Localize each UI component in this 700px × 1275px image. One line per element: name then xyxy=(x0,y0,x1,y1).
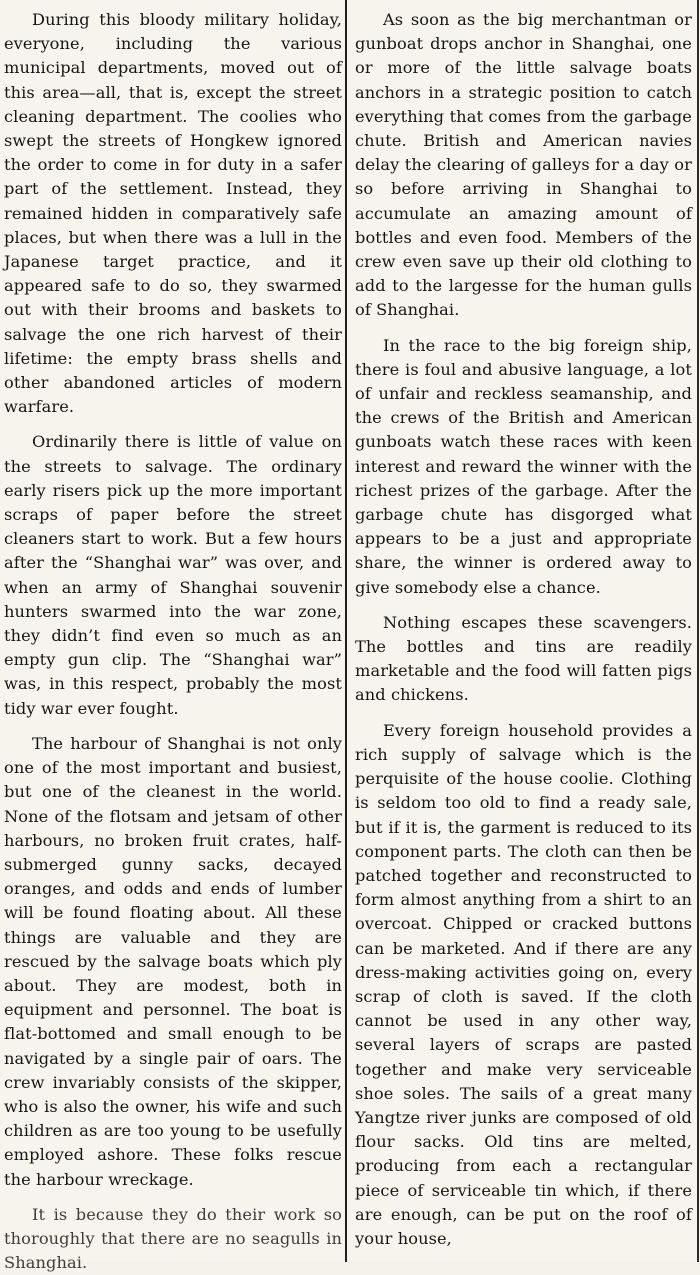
left-column xyxy=(4,8,342,1275)
right-edge-rule xyxy=(697,0,699,1262)
right-paragraph-2: In the race to the big foreign ship, there is foul and abusive language, a lot of unfair and reckless seamanship, and the crews of the British and American gunboats watch these races with keen interest and reward the winner with the richest prizes of the garbage. After the garbage chute has disgorged what appears to be a just and appropriate share, the winner is ordered away to give somebody else a chance. xyxy=(355,335,692,597)
right-paragraph-1: As soon as the big merchantman or gunboat drops anchor in Shanghai, one or more of the little salvage boats anchors in a strategic position to catch everything that comes from the garbage chute. British and American navies delay the clearing of galleys for a day or so before arriving in Shanghai to accumulate an amazing amount of bottles and even food. Members of the crew even save up their old clothing to add to the largesse for the human gulls of Shanghai. xyxy=(355,10,692,320)
right-paragraph-3: Nothing escapes these scavengers. The bottles and tins are readily marketable and the food will fatten pigs and chickens. xyxy=(355,612,692,705)
left-paragraph-3: The harbour of Shanghai is not only one of the most important and busiest, but one of the cleanest in the world. None of the flotsam and jetsam of other harbours, no broken fruit crates, half-submerged gunny sacks, decayed oranges, and odds and ends of lumber will be found floating about. All these things are valuable and they are rescued by the salvage boats which ply about. They are modest, both in equipment and personnel. The boat is flat-bottomed and small enough to be navigated by a single pair of oars. The crew invariably consists of the skipper, who is also the owner, his wife and such children as are too young to be usefully employed ashore. These folks rescue the harbour wreckage. xyxy=(4,733,342,1189)
left-paragraph-2: Ordinarily there is little of value on the streets to salvage. The ordinary early risers pick up the more important scraps of paper before the street cleaners start to work. But a few hours after the “Shanghai war” was over, and when an army of Shanghai souvenir hunters swarmed into the war zone, they didn’t find even so much as an empty gun clip. The “Shanghai war” was, in this respect, probably the most tidy war ever fought. xyxy=(4,432,342,718)
right-paragraph-4: Every foreign household provides a rich supply of salvage which is the perquisite of the house coolie. Clothing is seldom too old to find a ready sale, but if it is, the garment is reduced to its component parts. The cloth can then be patched together and reconstructed to form almost anything from a shirt to an overcoat. Chipped or cracked buttons can be marketed. And if there are any dress-making activities going on, every scrap of cloth is saved. If the cloth cannot be used in any other way, several layers of scraps are pasted together and make very serviceable shoe soles. The sails of a great many Yangtze river junks are composed of old flour sacks. Old tins are melted, producing from each a rectangular piece of serviceable tin which, if there are enough, can be put on the roof of your house, xyxy=(355,720,692,1248)
right-column xyxy=(355,8,692,1251)
left-paragraph-4: It is because they do their work so thoroughly that there are no seagulls in Shanghai. xyxy=(4,1204,342,1273)
column-divider xyxy=(345,0,347,1262)
left-paragraph-1: During this bloody military holiday, everyone, including the various municipal departments, moved out of this area—all, that is, except the street cleaning department. The coolies who swept the streets of Hongkew ignored the order to come in for duty in a safer part of the settlement. Instead, they remained hidden in comparatively safe places, but when there was a lull in the Japanese target practice, and it appeared safe to do so, they swarmed out with their brooms and baskets to salvage the one rich harvest of their lifetime: the empty brass shells and other abandoned articles of modern warfare. xyxy=(4,10,342,417)
